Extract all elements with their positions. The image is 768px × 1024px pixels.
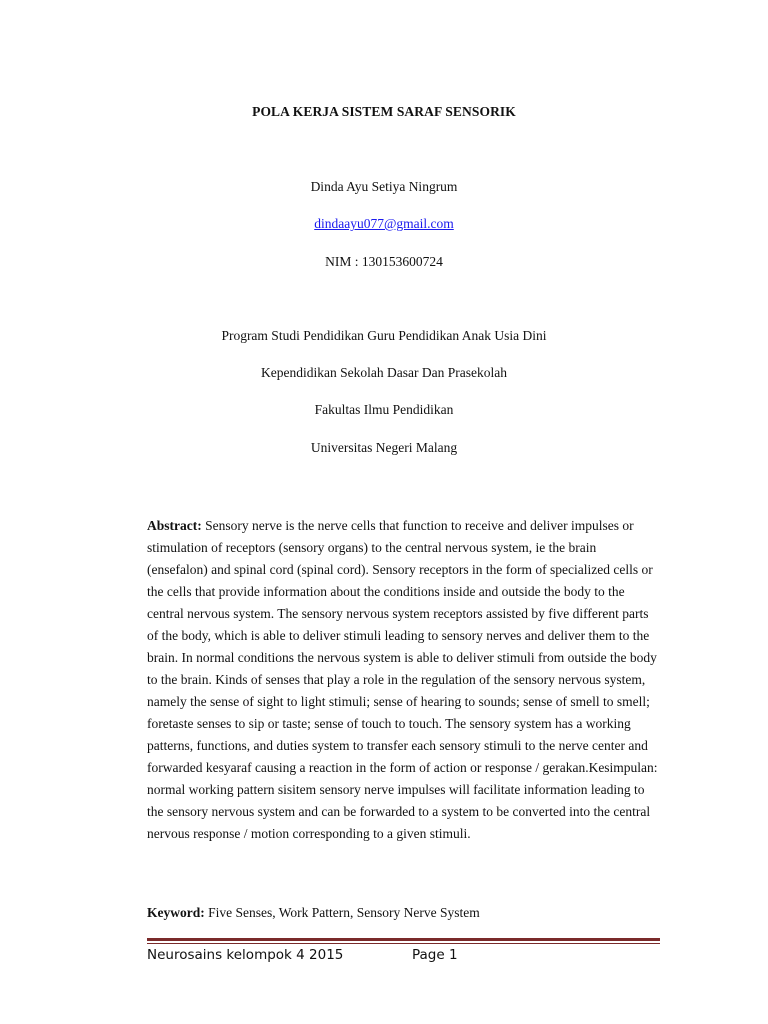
university: Universitas Negeri Malang <box>310 440 458 455</box>
author-name: Dinda Ayu Setiya Ningrum <box>310 179 458 194</box>
footer-page-number: Page 1 <box>412 947 458 963</box>
abstract-label: Abstract: <box>147 518 202 533</box>
student-id: NIM : 130153600724 <box>325 254 443 269</box>
study-program: Program Studi Pendidikan Guru Pendidikan Anak Usia Dini <box>221 328 547 343</box>
footer-group-label: Neurosains kelompok 4 2015 <box>147 947 344 963</box>
keyword-text: Five Senses, Work Pattern, Sensory Nerve System <box>204 905 480 920</box>
faculty: Fakultas Ilmu Pendidikan <box>314 402 454 417</box>
department: Kependidikan Sekolah Dasar Dan Prasekolah <box>261 365 507 380</box>
keyword-label: Keyword: <box>147 905 205 920</box>
author-email-line <box>0 216 768 232</box>
footer-divider <box>147 938 660 944</box>
abstract-text: Sensory nerve is the nerve cells that function to receive and deliver impulses or stimulation of receptors (sensory organs) to the central nervous system, ie the brain (ensefalon) and spinal cord (spinal cord). Sensory receptors in the form of specialized cells or the cells that provide information about the conditions inside and outside the body to the central nervous system. The sensory nervous system receptors assisted by five different parts of the body, which is able to deliver stimuli leading to sensory nerves and deliver them to the brain. In normal conditions the nervous system is able to deliver stimuli from outside the body to the brain. Kinds of senses that play a role in the regulation of the sensory nervous system, namely the sense of sight to light stimuli; sense of hearing to sounds; sense of smell to smell; foretaste senses to sip or taste; sense of touch to touch. The sensory system has a working patterns, functions, and duties system to transfer each sensory stimuli to the nerve center and forwarded kesyaraf causing a reaction in the form of action or response / gerakan.Kesimpulan: normal working pattern sisitem sensory nerve impulses will facilitate information leading to the sensory nervous system and can be forwarded to a system to be converted into the central nervous response / motion corresponding to a given stimuli. <box>147 518 658 841</box>
author-email-link[interactable]: dindaayu077@gmail.com <box>314 216 454 231</box>
abstract-paragraph <box>147 515 660 845</box>
document-title: POLA KERJA SISTEM SARAF SENSORIK <box>252 104 516 119</box>
keyword-paragraph <box>147 902 660 924</box>
